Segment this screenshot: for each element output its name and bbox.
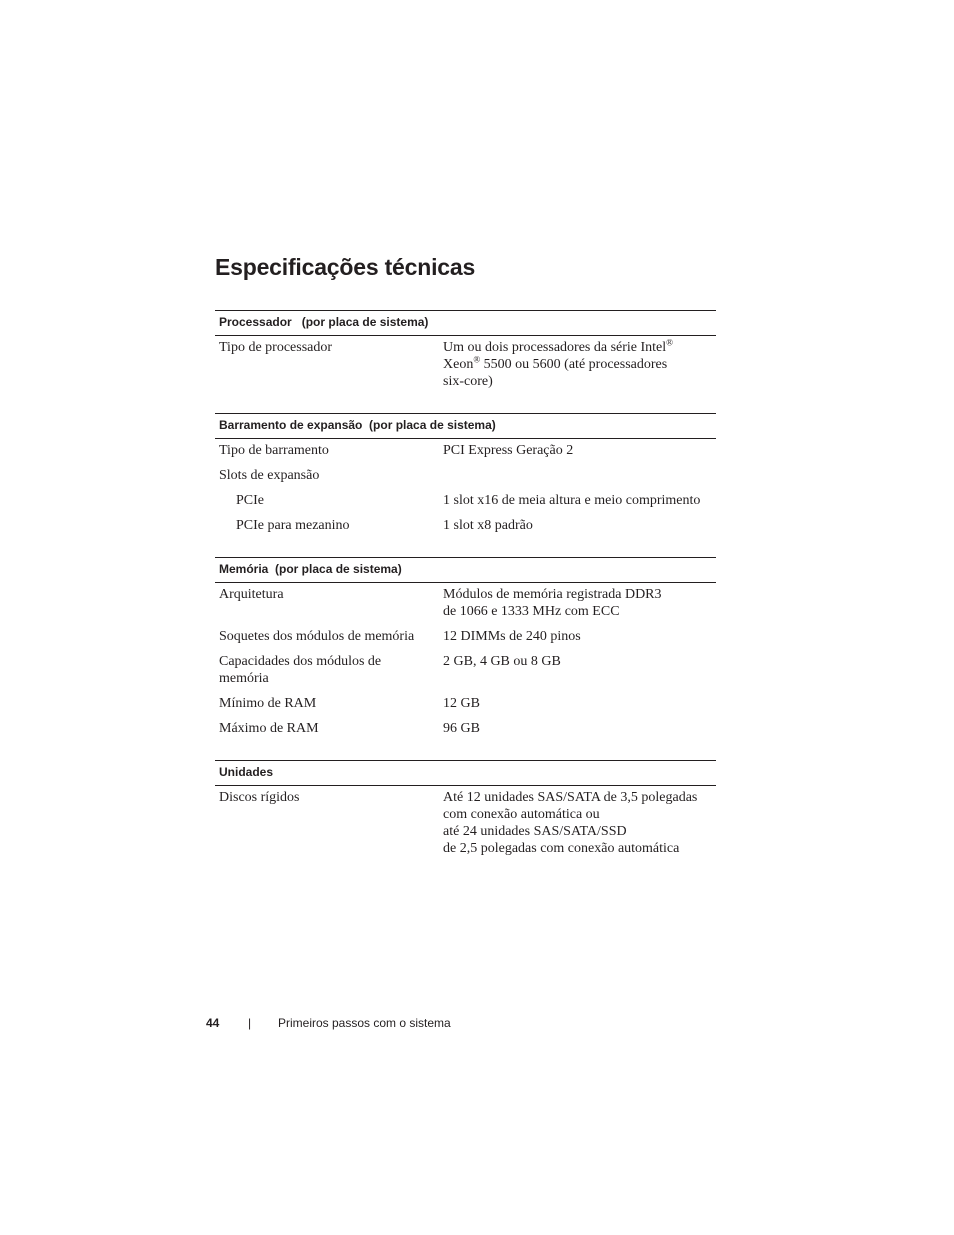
spec-section xyxy=(215,413,716,539)
footer-text: Primeiros passos com o sistema xyxy=(278,1016,451,1030)
spec-label: PCIe xyxy=(236,493,264,508)
spec-label: PCIe para mezanino xyxy=(236,518,350,533)
spec-section xyxy=(215,310,716,395)
spec-row xyxy=(215,717,716,742)
spec-row xyxy=(215,489,716,514)
spec-value: Módulos de memória registrada DDR3 de 1066 e 1333 MHz com ECC xyxy=(443,587,662,619)
spec-label: Máximo de RAM xyxy=(219,721,319,736)
spec-label: Mínimo de RAM xyxy=(219,696,317,711)
spec-row xyxy=(215,439,716,464)
spec-label: Tipo de barramento xyxy=(219,443,329,458)
spec-label: Capacidades dos módulos de memória xyxy=(219,654,382,686)
spec-label: Tipo de processador xyxy=(219,340,333,355)
footer-separator: | xyxy=(248,1016,252,1030)
registered-mark: ® xyxy=(473,354,481,365)
spec-row xyxy=(215,336,716,395)
section-header: Barramento de expansão (por placa de sistema) xyxy=(215,413,716,439)
section-header: Unidades xyxy=(215,760,716,786)
spec-value: 12 DIMMs de 240 pinos xyxy=(443,629,581,644)
registered-mark: ® xyxy=(666,337,674,348)
spec-value: 1 slot x8 padrão xyxy=(443,518,533,533)
section-header: Memória (por placa de sistema) xyxy=(215,557,716,583)
spec-row xyxy=(215,650,716,692)
spec-row xyxy=(215,464,716,489)
page-number: 44 xyxy=(206,1016,220,1030)
spec-value: 96 GB xyxy=(443,721,480,736)
spec-value-text: Xeon xyxy=(443,357,474,372)
spec-section xyxy=(215,760,716,862)
spec-label: Soquetes dos módulos de memória xyxy=(219,629,415,644)
spec-label: Arquitetura xyxy=(219,587,284,602)
page-title: Especificações técnicas xyxy=(215,254,476,280)
section-header: Processador (por placa de sistema) xyxy=(215,310,716,336)
spec-value xyxy=(443,467,716,484)
spec-label: Discos rígidos xyxy=(219,790,300,805)
specifications-table xyxy=(215,310,716,880)
spec-value: 1 slot x16 de meia altura e meio comprimento xyxy=(443,493,701,508)
spec-row xyxy=(215,514,716,539)
spec-row xyxy=(215,692,716,717)
spec-value: 2 GB, 4 GB ou 8 GB xyxy=(443,654,561,669)
spec-row xyxy=(215,625,716,650)
spec-value-text: 5500 ou 5600 (até processadores six-core) xyxy=(443,357,668,389)
spec-section xyxy=(215,557,716,742)
spec-value: PCI Express Geração 2 xyxy=(443,443,574,458)
spec-value xyxy=(443,339,716,390)
spec-label: Slots de expansão xyxy=(219,468,320,483)
spec-row xyxy=(215,583,716,625)
spec-row xyxy=(215,786,716,862)
spec-value-text: Um ou dois processadores da série Intel xyxy=(443,340,667,355)
spec-value: 12 GB xyxy=(443,696,480,711)
spec-value: Até 12 unidades SAS/SATA de 3,5 polegadas com conexão automática ou até 24 unidades SAS/SATA/SSD de 2,5 polegadas com conexão automática xyxy=(443,790,698,856)
